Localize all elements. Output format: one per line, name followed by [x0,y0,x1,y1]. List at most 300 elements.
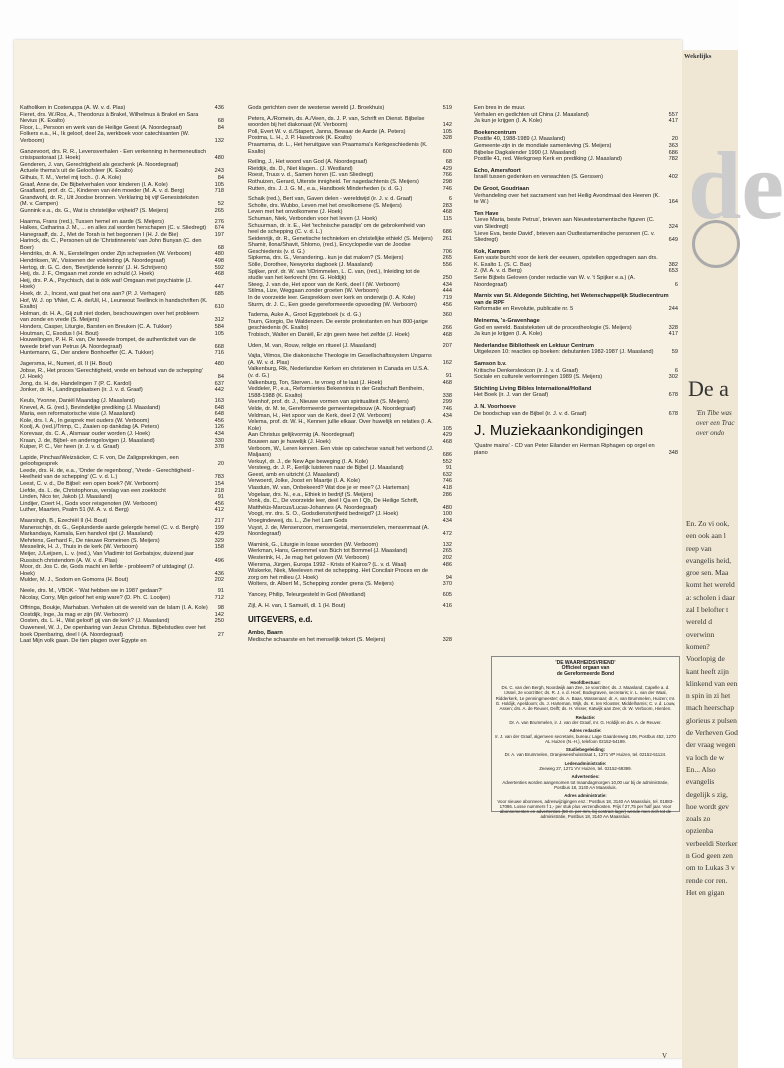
index-entry [20,175,224,182]
colophon-section-heading: Adres administratie: [564,793,607,799]
entry-title: Ganzevoort, drs. R. R., Levensverhalen - Een verkenning in hermeneutisch crisispastoraat (J. Hoek) [20,148,207,162]
index-entry [474,156,678,163]
entry-page: 444 [442,288,452,295]
entry-page: 718 [214,188,224,195]
entry-title: Heij, drs. P. A., Psychisch, dat is óók wat! Omgaan met psychiatrie (J. Hoek) [20,277,192,291]
index-entry [248,116,452,129]
entry-page: 115 [443,215,452,222]
entry-title: Een vaste burcht voor de kerk der eeuwen, opstellen opgedragen aan drs. K. Exalto 1. (S. C. Bax) [474,255,658,268]
index-entry [248,105,452,112]
entry-title: Shamir, Ilona/Shavit, Shlomo, (red.), Encyclopedie van de Joodse Geschiedenis (v. d. G.) [248,242,411,255]
index-entry [248,568,452,581]
entry-title: Knevel, A. G. (red.), Bevindelijke prediking (J. Maasland) [20,404,161,411]
entry-page: 207 [442,342,452,349]
entry-title: Vlasduin, W. van, Onbekeerd? Wat doe je er mee? (J. Harteman) [248,485,410,492]
entry-page: 686 [442,229,452,236]
index-entry [248,343,452,350]
index-entry [20,291,224,298]
entry-title: Jagersma, H., Numeri, dl. II (H. Bout) [20,360,113,367]
entry-title: Leede, drs. H. de, e.a., 'Onder de regenboog', 'Vrede - Gerechtigheid - Heelheid van de schepping' (C. v. d. L.) [20,467,195,481]
index-entry [20,350,224,357]
index-entry [248,203,452,210]
index-entry [248,223,452,236]
index-entry [248,446,452,459]
index-entry [248,542,452,549]
entry-page: 686 [668,149,678,156]
entry-page: 158 [214,544,224,551]
index-entry [248,319,452,332]
entry-page: 674 [214,225,224,232]
entry-page: 142 [442,122,452,129]
entry-title: Vroegindeweij, ds. L., Zie het Lam Gods [248,518,348,525]
entry-title: Rietdijk, ds. D., Niet klagen.. (J. Westland) [248,165,353,172]
index-entry [474,136,678,143]
entry-title: Mehrtens, Gerhard F., De nieuwe Romeinen (S. Meijers) [20,537,160,544]
index-entry [248,478,452,485]
clipping-masthead: de [688,132,784,239]
entry-page: 59 [671,349,678,356]
entry-page: 6 [448,196,452,203]
index-entry [248,242,452,255]
entry-title: Verhandeling over het sacrament van het Heilig Avondmaal des Heeren (K. te W.) [474,192,660,206]
entry-page: 480 [442,504,452,511]
entry-title: Aan Christus gelijkvormig (A. Noordegraaf) [248,432,355,439]
entry-page: 429 [214,531,224,538]
entry-title: Liefde, ds. L. de, Christophorus, verslag van een zoektocht [20,487,166,494]
entry-page: 348 [668,449,678,456]
index-entry [20,424,224,431]
entry-title: Tourn, Giorgio, De Waldenzen. De eerste protestanten en hun 800-jarige geschiedenis (K. Exalto) [248,318,428,332]
entry-title: Seidenrijk, dr. R., Genetische technieken en christelijke ethiek! (S. Meijers) [248,235,433,242]
entry-page: 91 [217,494,224,501]
entry-title: Sölle, Dorothee, Newyorks dagboek (J. Maasland) [248,262,373,269]
entry-title: 2. (M. A. v. d. Berg) [474,268,522,275]
entry-page: 648 [214,404,224,411]
entry-title: Rutten, drs. J. J. G. M., e.a., Handboek Minderheden (v. d. G.) [248,185,403,192]
entry-title: Poll, Evert W. v. d./Stapert, Janna, Bewaar de Aarde (A. Peters) [248,128,406,135]
index-entry [248,302,452,309]
entry-title: Verwoerd, Jolke, Joost en Maartje (I. A. Kole) [248,478,360,485]
entry-title: Messelink, H. J., Thuis in de kerk (W. Verboom) [20,544,138,551]
index-entry [248,353,452,366]
entry-title: Grandwohl, dr. R., Uit Joodse bronnen. Verklaring bij vijf Genesisteksten (M. v. Campen) [20,194,199,208]
entry-title: Schuurman, dr. ir. E., Het 'technische paradijs' om de gebrokenheid van heel de schepping (C. v. d. L.) [248,222,426,236]
index-entry [248,485,452,492]
index-entry [20,501,224,508]
entry-title: Hanegraaff, ds. J., Met de Torah is het begonnen I (H. J. de Bie) [20,231,179,238]
entry-title: Werkman, Hans, Gerommel van Büch tot Bommel (J. Maasland) [248,548,408,555]
index-entry [248,413,452,420]
index-entry [20,232,224,239]
index-entry [248,159,452,166]
index-entry [20,258,224,265]
index-entry [20,182,224,189]
index-entry [20,468,224,481]
entry-page: 706 [442,248,452,255]
index-entry [248,459,452,466]
index-column-2 [248,105,452,643]
index-entry [248,472,452,479]
index-entry [20,361,224,368]
publisher-heading: Marnix van St. Aldegonde Stichting, het Wetenschappelijk Studiecentrum van de RPF [474,293,669,306]
entry-page: 552 [442,458,452,465]
index-entry [20,455,224,468]
entry-title: God en wereld. Basisteksten uit de procestheologie (S. Meijers) [474,324,632,331]
index-entry [474,331,678,338]
entry-title: Oostdijk, Inge, Ja mag er zijn (W. Verboom) [20,611,128,618]
entry-page: 382 [668,261,678,268]
entry-title: In de voorzeide leer. Gesprekken over kerk en onderwijs (I. A. Kole) [248,295,416,302]
entry-page: 162 [442,359,452,366]
adjacent-page-clipping [682,50,784,1068]
index-entry [248,581,452,588]
publisher-heading: Samson b.v. [474,361,507,367]
publisher-heading: Echo, Amersfoort [474,167,521,174]
entry-page: 605 [442,591,452,598]
index-entry [248,439,452,446]
index-entry [474,174,678,181]
colophon-sections [495,680,676,820]
entry-title: Maria, een reformatorische visie (J. Maasland) [20,411,136,418]
entry-page: 417 [668,331,678,338]
index-entry [474,118,678,125]
entry-page: 328 [442,135,452,142]
entry-page: 480 [214,360,224,367]
entry-title: Folkers e.a., H., Ik geloof, deel 2a, werkboek voor catechisanten (W. Verboom) [20,131,190,144]
entry-title: Vonk, ds. C., De voorzeide leer, deel I Qa en I Qb, De Heilige Schrift, Matthéüs-Marcus/Lucas-Johannes (A. Noordegraaf) [248,498,419,511]
entry-title: Graafland, prof. dr. C., Kinderen van één moeder (M. A. v. d. Berg) [20,188,185,195]
entry-page: 402 [668,174,678,181]
index-entry [474,306,678,313]
index-entry [20,577,224,584]
index-entry [248,142,452,155]
index-entry [20,618,224,625]
entry-page: 486 [442,561,452,568]
colophon-section-heading: Ledenadministratie: [564,760,607,766]
index-entry [248,406,452,413]
entry-page: 429 [442,165,452,172]
index-entry [20,551,224,564]
entry-page: 20 [671,136,678,143]
index-entry [20,564,224,577]
entry-title: Wiskerke, Niek, Meeleven met de schepping. Het Concilair Proces en de zorg om het milieu (J. Hoek) [248,568,429,581]
entry-page: 434 [442,412,452,419]
entry-page: 712 [214,594,224,601]
entry-page: 468 [442,209,452,216]
entry-page: 418 [442,485,452,492]
entry-title: Verkuyl, dr. J., de New Age beweging (I. A. Kole) [248,458,369,465]
index-entry [20,271,224,278]
entry-page: 363 [668,142,678,149]
entry-title: Neele, drs. M., VBOK - 'Wat hebben we in 1987 gedaan?' [20,587,163,594]
entry-title: Luther, Maarten, Psalm 51 (M. A. v. d. Berg) [20,507,129,514]
entry-title: Postma, L. H., J. P. Hasebroek (K. Exalto) [248,135,352,142]
index-entry [248,129,452,136]
entry-title: Holman, dr. H. A., Gij zult niet doden, beschouwingen over het probleem van zonde en vrede (S. Meijers) [20,310,199,324]
index-entry [20,398,224,405]
index-entry [474,105,678,112]
entry-title: Schuman, Niek, Verbonden voor het leven (J. Hoek) [248,215,378,222]
entry-page: 328 [442,636,452,643]
entry-title: Huntemann, G., Der andere Bonhoeffer (C. A. Tukker) [20,350,154,357]
entry-title: Steeg, J. van de, Het spoor van de Kerk, deel I (W. Verboom) [248,281,400,288]
colophon-subtitle: Officieel orgaan van [561,665,610,672]
index-entry [20,544,224,551]
index-entry [20,125,224,132]
entry-page: 244 [668,306,678,313]
entry-page: 217 [214,518,224,525]
index-entry [248,172,452,179]
entry-page: 766 [442,172,452,179]
entry-title: 'Quatre mains' - CD van Peter Eilander en Herman Riphagen op orgel en piano [474,443,655,456]
entry-title: Houtman, C, Exodus I (H. Bout) [20,330,99,337]
entry-title: Westerink, H., Je mag het geloven (W. Verboom) [248,555,370,561]
index-entry [248,295,452,302]
entry-title: Geest, amb en uitzicht (J. Maasland) [248,471,340,478]
entry-title: Schaik (red.), Bert van, Gaven delen - wereldwijd (ir. J. v. d. Graaf) [248,196,413,203]
entry-page: 456 [442,301,452,308]
index-entry [20,265,224,272]
index-entry [248,380,452,387]
entry-title: Bouwen aan je huwelijk (J. Hoek) [248,438,331,445]
entry-title: Israël tussen gedenken en verwachten (S. Gerssen) [474,174,604,181]
entry-title: Veddeler, P., e.a., Reformiertes Bekenntnis in der Grafschaft Bentheim, 1588-1988 (K. Exalto) [248,386,424,399]
entry-title: Wiersma, Jürgen, Europa 1992 - Krisis of Kairos? (L. v. d. Waal) [248,561,407,568]
entry-title: De boodschap van de Bijbel (ir. J. v. d. Graaf) [474,410,587,417]
entry-page: 668 [214,343,224,350]
index-entry [474,143,678,150]
entry-title: Haarma, Frans (red.), Tussen hemel en aarde (S. Meijers) [20,218,164,225]
entry-page: 338 [442,392,452,399]
entry-title: Nicolay, Corry, Mijn geloof het enig ware? (D. Ph. C. Looijen) [20,594,171,601]
entry-title: Hof, W. J. op 't/Niet, C. A. de/Uil, H., Leunwout Teellinck in handschriften (K. Exalto) [20,297,208,311]
index-entry [474,217,678,230]
clipping-header: Wekelijks [684,53,712,60]
entry-title: Versteeg, dr. J. P., Eerlijk luisteren naar de Bijbel (J. Maasland) [248,465,404,472]
entry-page: 468 [442,438,452,445]
entry-title: Uden, M. van, Rouw, religie en ritueel (J. Maasland) [248,342,377,349]
entry-title: Laat Mijn volk gaan. De tien plagen over Egypte en [20,638,147,645]
entry-page: 243 [214,168,224,175]
entry-title: 'Lieve Maria, beste Petrus', brieven aan Nieuwtestamentische figuren (C. van Sliedregt) [474,217,655,230]
entry-page: 480 [214,155,224,162]
publisher-heading: Ambo, Baarn [248,630,283,637]
entry-title: Gods gerichten over de westerse wereld (J. Broekhuis) [248,105,385,111]
entry-page: 678 [668,392,678,399]
index-column-3 [474,105,678,456]
entry-page: 154 [214,481,224,488]
entry-page: 126 [214,424,224,431]
entry-title: Spijker, prof. dr. W. van 't/Drimmelen, L. C. van, (red.), Inleiding tot de studie van het kerkrecht (mr. G. Holdijk) [248,268,420,282]
entry-page: 434 [442,518,452,525]
index-entry [20,188,224,195]
entry-title: Rothuizen, Gerard, Uiterste innigheid. Ter nagedachtenis (S. Meijers) [248,178,419,185]
entry-page: 98 [217,605,224,612]
colophon-title: 'DE WAARHEIDSVRIEND' [555,660,616,666]
entry-page: 456 [214,500,224,507]
index-entry [474,392,678,399]
entry-title: Bijbelse Dagkalender 1990 (J. Maasland) [474,149,577,156]
entry-title: Houwelingen, P. H. R. van, De tweede trompet, de authenticiteit van de tweede brief van Petrus (A. Noordegraaf) [20,337,196,350]
entry-title: 'Lieve Eva, beste David', brieven aan Oudtestamentische personen (C. v. Sliedregt) [474,230,655,244]
index-entry [248,518,452,525]
entry-title: Warnink, G., Liturgie in losse woorden (W. Verboom) [248,541,379,548]
colophon-section-text: Ir. J. van der Graaf, algemeen secretaris, bureau: Lage Gaardenweg 106, Postbus 452, 1270 AL Huizen (N.-H.), telefoon 02152-54199. [495,733,676,744]
entry-page: 648 [214,411,224,418]
entry-title: Sturm, dr. J. C., Een goede gereformeerde opvoeding (W. Verboom) [248,301,417,308]
entry-page: 68 [217,118,224,125]
index-entry [20,225,224,232]
entry-page: 265 [214,207,224,214]
index-entry [248,269,452,282]
entry-page: 412 [214,507,224,514]
entry-page: 434 [442,281,452,288]
entry-title: Lapide, Pinchas/Weizsäcker, C. F. von, De Zaligsprekingen, een geloofsgesprek [20,454,179,468]
entry-title: Reformatie en Revolutie, publicatie nr. 5 [474,306,574,313]
entry-page: 442 [214,387,224,394]
index-entry [20,324,224,331]
entry-title: Gemeente-zijn in de mondiale samenleving (S. Meijers) [474,142,612,149]
index-entry [20,625,224,638]
publisher-heading: Ten Have [474,210,499,217]
index-entry [474,112,678,119]
index-entry [20,337,224,350]
clipping-body: En. Zo vi ook, een ook aan l reep van evangelis heid, groe sen. Maa komt het wereld a: scholen i daar zal I belofter t wereld d overwinn komen? Voorlopig de kant heeft zijn klinkend van een n spin in zi het mach heerschap glorieus z pulsen de Verheven God der vraag wegen va loch de w En... Also evangelis degelijk s zig, hoe wordt gev zoals zo opzienba verbeeldi Sterker n God geen zen om to Lukas 3 v rende cor ren. Het en gigan [686,519,738,897]
entry-title: Sipkema, drs. G., Verandering.. kun je dat maken? (S. Meijers) [248,255,404,262]
entry-page: 719 [442,295,452,302]
entry-title: Kuiper, P. C., Ver heen (ir. J. v. d. Graaf) [20,444,119,451]
index-entry [20,238,224,251]
entry-page: 417 [668,118,678,125]
entry-page: 197 [214,231,224,238]
index-entry [20,278,224,291]
entry-title: Verhalen en gedichten uit China (J. Maasland) [474,111,589,118]
entry-title: Kole, drs. I. A., In gesprek met ouders (W. Verboom) [20,417,150,424]
index-entry [248,288,452,295]
entry-title: Scholte, drs. Wubbo, Leven met het onvolkomene (S. Meijers) [248,202,402,209]
index-entry [248,386,452,399]
index-entry [248,548,452,555]
entry-page: 429 [442,432,452,439]
index-entry [20,131,224,144]
entry-title: Postille 40, 1988-1989 (J. Maasland) [474,136,566,143]
entry-page: 556 [442,262,452,269]
entry-page: 557 [668,111,678,118]
entry-page: 164 [668,199,678,206]
index-entry [248,525,452,538]
entry-page: 265 [442,255,452,262]
entry-title: Moor, dr. Jos C. de, Gods macht en liefde - probleem? of uitdaging! (J. Hoek) [20,564,195,577]
section-heading: J. Muziekaankondigingen [474,422,644,440]
entry-page: 91 [217,587,224,594]
index-entry [20,251,224,258]
entry-page: 782 [668,156,678,163]
colophon-section-text: Zeeweg 27, 1271 VV Huizen, tel. 02152-69399. [539,766,632,772]
entry-title: Ja kun je krijgen (I. A. Kole) [474,118,543,125]
entry-title: Serie Bijbels Geloven (onder redactie van W. v. 't Spijker e.a.) (A. Noordegraaf) [474,275,636,288]
colophon-section-heading: Redactie: [575,714,596,720]
entry-title: Veldman, H., Het spoor van de Kerk, deel 2 (W. Verboom) [248,412,392,419]
index-entry [20,168,224,175]
index-entry [20,588,224,595]
index-entry [474,275,678,288]
entry-page: 6 [674,281,678,288]
entry-title: Honders, Casper, Liturgie, Barsten en Breuken (C. A. Tukker) [20,324,172,330]
entry-page: 592 [214,264,224,271]
entry-page: 783 [214,474,224,481]
entry-title: Postille 41, red. Werkgroep Kerk en prediking (J. Maasland) [474,156,622,163]
entry-page: 716 [214,350,224,357]
colophon-section-heading: Hoofdbestuur: [570,679,601,685]
colophon-section-text: Ds. C. van den Bergh, Noordwijk aan Zee, 1e voorzitter; ds. J. Maasland, Capelle a. d. IJssel, 2e voorzitter; ds. R. J. v. d. Hoef, Bodegraven, secretaris; ir. L. van der Waal, Ridderkerk, 1e penningmeester; ds. A. Baas, Wassenaar; dr. A. van Brummelen, Huizen; mr. G. Holdijk, Apeldoorn; ds. J. Harteman, Wijk, ds. K. ten Klooster, Middelharnis; C. v. d. Louw, Assen; drs. A. de Reuver, Delft; ds. H. Visser, Katwijk aan Zee; dr. W. Verboom, Hierden. [495,685,676,712]
entry-page: 519 [442,105,452,111]
entry-title: Trobisch, Walter en Daniël, Er zijn geen twee het zelfde (J. Hoek) [248,332,410,338]
entry-title: Fieret, drs. W./Ros, A., Theodorus à Brakel, Wilhelmus à Brakel en Sara Nevius (K. Exalto) [20,111,199,125]
index-entry [248,562,452,569]
entry-title: Praamsma, dr. L., Het heruitgave van Praamsma's Kerkgeschiedenis (K. Exalto) [248,141,428,155]
entry-page: 261 [442,235,452,242]
entry-title: Vajta, Vilmos, Die diakonische Theologie im Gesellschaftssystem Ungarns (A. W. v. d. Plas) [248,353,432,366]
entry-title: Velde, dr. M. te, Gereformeerde gemeentegebouw (A. Noordegraaf) [248,405,416,412]
entry-title: Genderen, J. van, Gerechtigheid als geschenk (A. Noordegraaf) [20,161,179,168]
index-entry [20,605,224,612]
index-entry [20,368,224,381]
entry-page: 250 [442,275,452,282]
entry-page: 286 [442,491,452,498]
entry-page: 637 [214,380,224,387]
entry-page: 746 [442,185,452,192]
publisher-heading: De Groot, Goudriaan [474,185,530,192]
entry-title: Ouweneel, W. J., De openbaring van Jezus Christus. Bijbelstudies over het boek Openbaring, deel I (A. Noordegraaf) [20,624,206,638]
publisher-heading: Nederlandse Bibliotheek en Lektuur Centrum [474,342,594,349]
entry-page: 202 [214,577,224,584]
entry-title: Sociale en culturele verkenningen 1989 (S. Meijers) [474,374,603,381]
clipping-intro: 'En Tibe was over een Trac over ondo [696,409,735,437]
entry-page: 746 [442,478,452,485]
entry-page: 68 [217,244,224,251]
index-entry [474,411,678,418]
entry-page: 91 [445,465,452,472]
entry-title: Markandaya, Kamala, Een handvol rijst (J. Maasland) [20,531,153,538]
index-entry [20,405,224,412]
entry-page: 163 [214,397,224,404]
index-entry [20,195,224,208]
index-entry [20,444,224,451]
index-entry [248,511,452,518]
entry-title: Mulder, M. J., Sodom en Gomorra (H. Bout) [20,577,129,584]
colophon-section-text: Dr. A. van Brummelen, Oranjeweeshuisstraat 1, 1271 VP Huizen, tel. 02152-51124. [504,752,667,758]
index-entry [248,465,452,472]
entry-title: Ja kun je krijgen (I. A. Kole) [474,331,543,338]
entry-title: Voogt, mr. drs. S. O., Godsdienstvrijheid bedreigd? (J. Hoek) [248,511,399,518]
entry-page: 370 [442,581,452,588]
entry-page: 584 [214,324,224,330]
entry-title: Veenhof, prof. dr. J., Nieuwe vormen van spiritualiteit (S. Meijers) [248,399,409,406]
index-entry [20,112,224,125]
entry-page: 416 [442,602,452,609]
index-entry [20,298,224,311]
entry-title: Leest, C. v. d., De Bijbel: een open boek? (W. Verboom) [20,481,159,488]
entry-title: Reiling, J., Het woord van God (A. Noordegraaf) [248,159,368,166]
entry-title: Jong, ds. H. de, Handelingen 7 (P. C. Kardol) [20,380,132,387]
entry-title: Kraan, J. de, Bijbel- en andersgelovigen (J. Maasland) [20,437,155,444]
entry-title: Meijer, J./Leijsen, L. v. (red.), Van Vladimir tot Gorbatsjov, duizend jaar Russisch christendom (A. W. v. d. Plas) [20,551,194,564]
entry-page: 746 [442,405,452,412]
publisher-heading: Boekencentrum [474,129,517,136]
entry-title: Verboom, W., Leren kennen. Een visie op catechese vanuit het verbond (J. Maljaars) [248,445,434,459]
colophon-box [491,656,680,820]
entry-title: Stilma, Lize, Weggaan zonder groeten (W. Verboom) [248,288,379,295]
